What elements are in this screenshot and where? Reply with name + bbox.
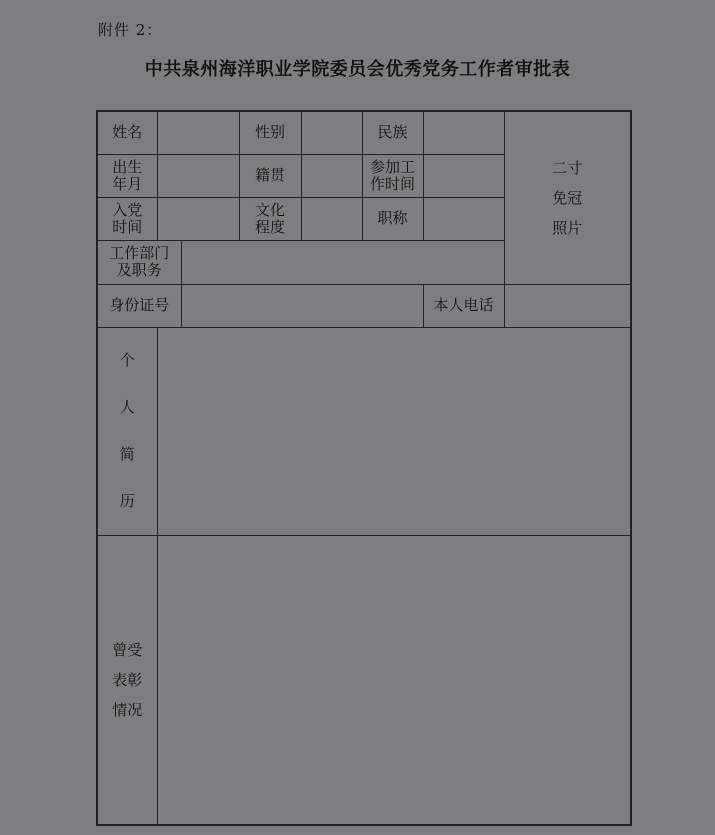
birth-field[interactable] [157, 154, 239, 197]
resume-field[interactable] [157, 327, 631, 535]
photo-label-line-2: 免冠 [552, 188, 583, 207]
phone-field[interactable] [504, 284, 631, 327]
gender-field[interactable] [301, 111, 362, 154]
dept-label: 工作部门 及职务 [97, 240, 181, 284]
native-place-label: 籍贯 [239, 154, 301, 197]
resume-label: 个 人 简 历 [97, 327, 157, 535]
education-field[interactable] [301, 197, 362, 240]
photo-label-line-1: 二寸 [552, 158, 583, 177]
work-start-label: 参加工 作时间 [362, 154, 423, 197]
gender-label: 性别 [239, 111, 301, 154]
name-label: 姓名 [97, 111, 157, 154]
honors-label: 曾受 表彰 情况 [97, 535, 157, 825]
education-label: 文化 程度 [239, 197, 301, 240]
honors-field[interactable] [157, 535, 631, 825]
name-field[interactable] [157, 111, 239, 154]
approval-form-table [96, 110, 632, 826]
ethnicity-label: 民族 [362, 111, 423, 154]
work-start-field[interactable] [423, 154, 504, 197]
photo-box[interactable] [504, 111, 631, 284]
birth-label: 出生 年月 [97, 154, 157, 197]
photo-label-line-3: 照片 [552, 218, 583, 237]
id-field[interactable] [181, 284, 423, 327]
id-label: 身份证号 [97, 284, 181, 327]
title-field[interactable] [423, 197, 504, 240]
party-join-label: 入党 时间 [97, 197, 157, 240]
dept-field[interactable] [181, 240, 504, 284]
phone-label: 本人电话 [423, 284, 504, 327]
attachment-label: 附件 2： [98, 21, 163, 39]
title-label: 职称 [362, 197, 423, 240]
ethnicity-field[interactable] [423, 111, 504, 154]
party-join-field[interactable] [157, 197, 239, 240]
native-place-field[interactable] [301, 154, 362, 197]
form-title: 中共泉州海洋职业学院委员会优秀党务工作者审批表 [144, 59, 571, 80]
